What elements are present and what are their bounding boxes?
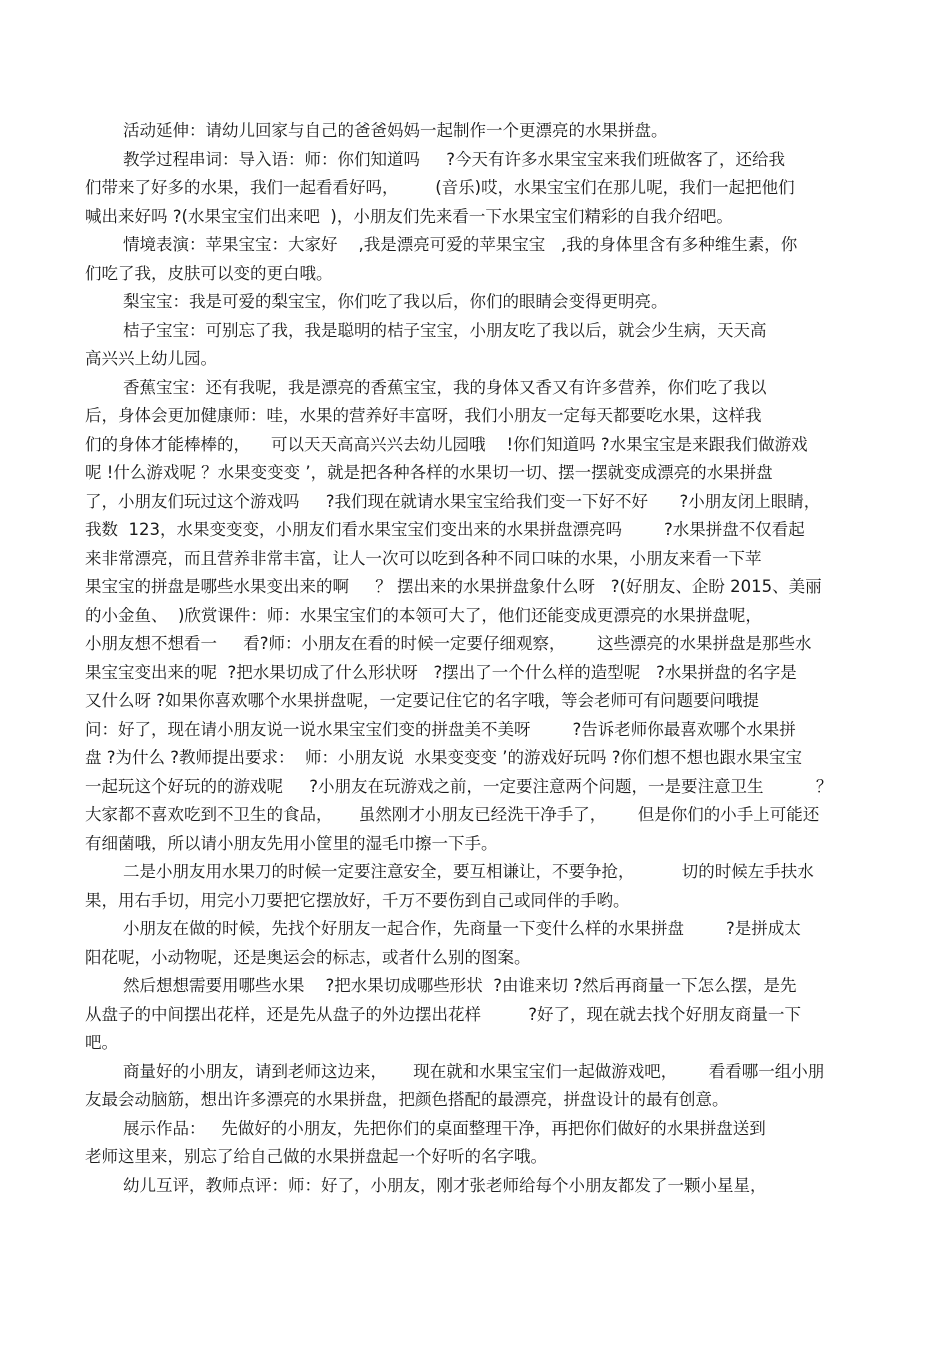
document-body xyxy=(85,117,865,1200)
text-line: 果宝宝变出来的呢 ?把水果切成了什么形状呀 ?摆出了一个什么样的造型呢 ?水果拼盘的名字是 xyxy=(85,662,797,682)
text-line: 幼儿互评，教师点评：师：好了，小朋友，刚才张老师给每个小朋友都发了一颗小星星， xyxy=(123,1175,767,1195)
text-line: 问：好了，现在请小朋友说一说水果宝宝们变的拼盘美不美呀 ?告诉老师你最喜欢哪个水果拼 xyxy=(85,719,796,739)
text-line: 活动延伸：请幼儿回家与自己的爸爸妈妈一起制作一个更漂亮的水果拼盘。 xyxy=(123,121,668,140)
text-line: 桔子宝宝：可别忘了我，我是聪明的桔子宝宝，小朋友吃了我以后，就会少生病，天天高 xyxy=(123,320,767,340)
text-line: 果宝宝的拼盘是哪些水果变出来的啊 ？ 摆出来的水果拼盘象什么呀 ?(好朋友、企盼 2015、美丽 xyxy=(85,577,822,596)
text-line: 呢 !什么游戏呢 ？水果变变变 ’，就是把各种各样的水果切一切、摆一摆就变成漂亮的水果拼盘 xyxy=(85,463,773,482)
text-line: 梨宝宝：我是可爱的梨宝宝，你们吃了我以后，你们的眼睛会变得更明亮。 xyxy=(123,292,668,311)
text-line: 友最会动脑筋，想出许多漂亮的水果拼盘，把颜色搭配的最漂亮，拼盘设计的最有创意。 xyxy=(85,1090,729,1109)
text-line: 有细菌哦，所以请小朋友先用小筐里的湿毛巾擦一下手。 xyxy=(85,833,498,853)
text-line: 了，小朋友们玩过这个游戏吗 ?我们现在就请水果宝宝给我们变一下好不好 ?小朋友闭上眼睛， xyxy=(85,491,821,511)
text-line: 来非常漂亮，而且营养非常丰富，让人一次可以吃到各种不同口味的水果，小朋友来看一下苹 xyxy=(85,548,762,568)
text-line: 们的身体才能棒棒的， 可以天天高高兴兴去幼儿园哦 !你们知道吗 ?水果宝宝是来跟我们做游戏 xyxy=(85,434,808,454)
text-line: 老师这里来，别忘了给自己做的水果拼盘起一个好听的名字哦。 xyxy=(85,1147,547,1166)
text-line: 展示作品： 先做好的小朋友，先把你们的桌面整理干净，再把你们做好的水果拼盘送到 xyxy=(123,1118,766,1138)
text-line: 高兴兴上幼儿园。 xyxy=(85,349,217,368)
text-line: 又什么呀 ?如果你喜欢哪个水果拼盘呢，一定要记住它的名字哦，等会老师可有问题要问哦提 xyxy=(85,691,760,710)
text-line: 们吃了我，皮肤可以变的更白哦。 xyxy=(85,263,333,283)
text-line: 们带来了好多的水果，我们一起看看好吗， (音乐)哎，水果宝宝们在那儿呢，我们一起把他们 xyxy=(85,178,795,197)
text-line: 香蕉宝宝：还有我呢，我是漂亮的香蕉宝宝，我的身体又香又有许多营养，你们吃了我以 xyxy=(123,377,767,397)
text-line: 小朋友想不想看一 看?师：小朋友在看的时候一定要仔细观察， 这些漂亮的水果拼盘是那些水 xyxy=(85,634,812,653)
text-line: 然后想想需要用哪些水果 ?把水果切成哪些形状 ?由谁来切 ?然后再商量一下怎么摆，是先 xyxy=(123,976,797,995)
text-line: 后，身体会更加健康师：哇，水果的营养好丰富呀，我们小朋友一定每天都要吃水果，这样我 xyxy=(85,406,762,425)
text-line: 大家都不喜欢吃到不卫生的食品， 虽然刚才小朋友已经洗干净手了， 但是你们的小手上可能还 xyxy=(85,805,820,824)
text-line: 吧。 xyxy=(85,1033,118,1052)
text-line: 我数 123，水果变变变，小朋友们看水果宝宝们变出来的水果拼盘漂亮吗 ?水果拼盘不仅看起 xyxy=(85,520,805,539)
text-line: 的小金鱼、 )欣赏课件：师：水果宝宝们的本领可大了，他们还能变成更漂亮的水果拼盘呢， xyxy=(85,605,762,625)
text-line: 从盘子的中间摆出花样，还是先从盘子的外边摆出花样 ?好了，现在就去找个好朋友商量一下 xyxy=(85,1004,801,1024)
text-line: 情境表演：苹果宝宝：大家好 ,我是漂亮可爱的苹果宝宝 ,我的身体里含有多种维生素，你 xyxy=(123,235,798,254)
text-line: 果，用右手切，用完小刀要把它摆放好，千万不要伤到自己或同伴的手哟。 xyxy=(85,890,630,910)
text-line: 教学过程串词：导入语：师：你们知道吗 ?今天有许多水果宝宝来我们班做客了，还给我 xyxy=(123,149,785,169)
text-line: 商量好的小朋友，请到老师这边来， 现在就和水果宝宝们一起做游戏吧， 看看哪一组小朋 xyxy=(123,1061,825,1081)
text-line: 小朋友在做的时候，先找个好朋友一起合作，先商量一下变什么样的水果拼盘 ?是拼成太 xyxy=(123,919,801,938)
text-line: 阳花呢，小动物呢，还是奥运会的标志，或者什么别的图案。 xyxy=(85,947,531,967)
text-line: 一起玩这个好玩的的游戏呢 ?小朋友在玩游戏之前，一定要注意两个问题，一是要注意卫生 ？ xyxy=(85,776,833,796)
text-line: 盘 ?为什么 ?教师提出要求： 师：小朋友说 水果变变变 ’的游戏好玩吗 ?你们想不想也跟水果宝宝 xyxy=(85,748,802,767)
text-line: 二是小朋友用水果刀的时候一定要注意安全，要互相谦让，不要争抢， 切的时候左手扶水 xyxy=(123,862,814,881)
text-line: 喊出来好吗 ?(水果宝宝们出来吧 )，小朋友们先来看一下水果宝宝们精彩的自我介绍吧。 xyxy=(85,206,733,226)
